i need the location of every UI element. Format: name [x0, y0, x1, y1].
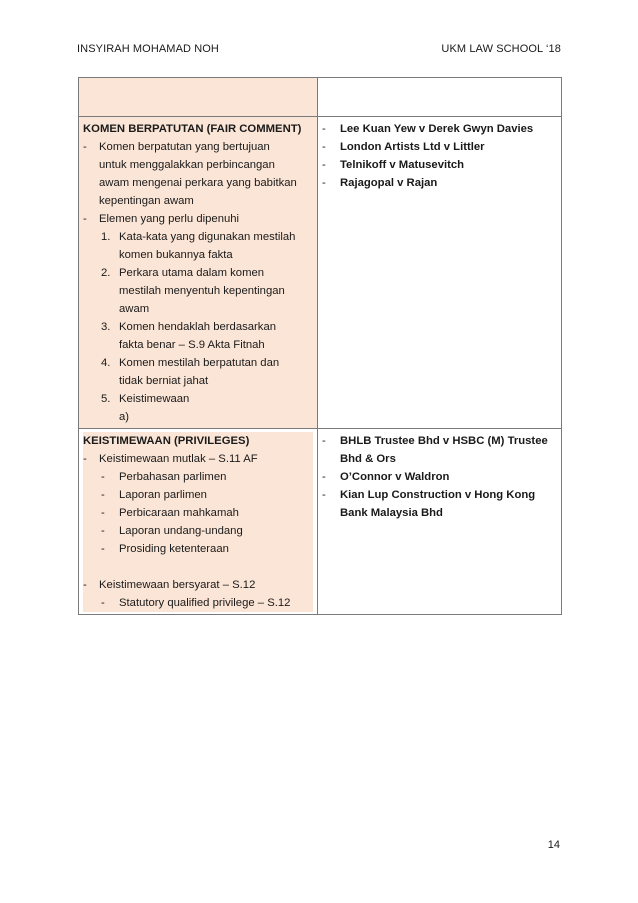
- bullet-dash: -: [322, 435, 326, 447]
- privilege-item: Perbahasan parlimen: [119, 471, 227, 483]
- case-name: Telnikoff v Matusevitch: [340, 159, 465, 171]
- privilege-item: Statutory qualified privilege – S.12: [119, 597, 291, 609]
- privilege-item: Prosiding ketenteraan: [119, 543, 229, 555]
- fair-comment-notes-cell: [79, 117, 318, 429]
- empty-cell-left: [79, 78, 318, 117]
- bullet-dash: -: [83, 141, 87, 153]
- element-number: 4.: [101, 357, 111, 369]
- case-item: [322, 468, 557, 486]
- case-name: BHLB Trustee Bhd v HSBC (M) Trustee: [340, 435, 548, 447]
- list-item: [83, 468, 313, 486]
- qualified-privilege-label: Keistimewaan bersyarat – S.12: [99, 579, 256, 591]
- case-item: [322, 156, 557, 174]
- case-item: [322, 138, 557, 156]
- case-name: Lee Kuan Yew v Derek Gwyn Davies: [340, 123, 534, 135]
- bullet-dash: -: [322, 159, 326, 171]
- element-line: Komen mestilah berpatutan dan: [119, 357, 280, 369]
- bullet-dash: -: [101, 597, 105, 609]
- privilege-item: Laporan parlimen: [119, 489, 207, 501]
- notes-table: [78, 77, 562, 615]
- header-school: UKM LAW SCHOOL ‘18: [441, 43, 561, 55]
- case-item: [322, 432, 557, 468]
- case-name: O’Connor v Waldron: [340, 471, 450, 483]
- bullet-dash: -: [322, 471, 326, 483]
- definition-line: Komen berpatutan yang bertujuan: [99, 141, 270, 153]
- definition-line: untuk menggalakkan perbincangan: [99, 159, 275, 171]
- element-number: 5.: [101, 393, 111, 405]
- case-name: London Artists Ltd v Littler: [340, 141, 485, 153]
- privileges-notes-cell: [79, 429, 318, 615]
- privileges-heading: KEISTIMEWAAN (PRIVILEGES): [83, 432, 313, 450]
- element-number: 2.: [101, 267, 111, 279]
- fair-comment-heading: KOMEN BERPATUTAN (FAIR COMMENT): [83, 123, 302, 135]
- privileges-cases-cell: [318, 429, 562, 615]
- bullet-dash: -: [322, 141, 326, 153]
- definition-line: awam mengenai perkara yang babitkan: [99, 177, 297, 189]
- list-item: [83, 450, 313, 468]
- element-item-2: [83, 264, 313, 318]
- element-item-5: [83, 390, 313, 426]
- bullet-dash: -: [83, 579, 87, 591]
- bullet-dash: -: [101, 543, 105, 555]
- element-line: Kata-kata yang digunakan mestilah: [119, 231, 296, 243]
- case-name: Bank Malaysia Bhd: [340, 507, 443, 519]
- case-name: Rajagopal v Rajan: [340, 177, 438, 189]
- page-number: 14: [547, 839, 560, 851]
- list-item: [83, 138, 313, 210]
- bullet-dash: -: [83, 213, 87, 225]
- case-item: [322, 486, 557, 522]
- element-number: 3.: [101, 321, 111, 333]
- absolute-privilege-label: Keistimewaan mutlak – S.11 AF: [99, 453, 258, 465]
- list-item: [83, 522, 313, 540]
- element-line: tidak berniat jahat: [119, 375, 209, 387]
- case-item: [322, 174, 557, 192]
- bullet-dash: -: [83, 453, 87, 465]
- bullet-dash: -: [101, 525, 105, 537]
- table-row-empty: [79, 78, 562, 117]
- blank-line: [83, 558, 313, 576]
- table-row-fair-comment: [79, 117, 562, 429]
- bullet-dash: -: [322, 177, 326, 189]
- definition-line: kepentingan awam: [99, 195, 194, 207]
- table-row-privileges: [79, 429, 562, 615]
- element-number: 1.: [101, 231, 111, 243]
- list-item: [83, 594, 313, 612]
- element-line: Perkara utama dalam komen: [119, 267, 265, 279]
- element-line: Keistimewaan: [119, 393, 190, 405]
- list-item: [83, 504, 313, 522]
- element-item-3: [83, 318, 313, 354]
- fair-comment-cases-cell: [318, 117, 562, 429]
- element-line: Komen hendaklah berdasarkan: [119, 321, 277, 333]
- element-line: mestilah menyentuh kepentingan: [119, 285, 285, 297]
- privilege-item: Laporan undang-undang: [119, 525, 243, 537]
- case-name: Kian Lup Construction v Hong Kong: [340, 489, 536, 501]
- element-item-4: [83, 354, 313, 390]
- element-item-1: [83, 228, 313, 264]
- list-item: [83, 486, 313, 504]
- empty-cell-right: [318, 78, 562, 117]
- element-line: awam: [119, 303, 150, 315]
- bullet-dash: -: [101, 489, 105, 501]
- element-line: komen bukannya fakta: [119, 249, 233, 261]
- list-item: [83, 210, 313, 228]
- case-item: [322, 120, 557, 138]
- element-line: fakta benar – S.9 Akta Fitnah: [119, 339, 265, 351]
- privilege-item: Perbicaraan mahkamah: [119, 507, 239, 519]
- bullet-dash: -: [322, 123, 326, 135]
- elements-intro: Elemen yang perlu dipenuhi: [99, 213, 240, 225]
- bullet-dash: -: [322, 489, 326, 501]
- list-item: [83, 540, 313, 558]
- list-item: [83, 576, 313, 594]
- element-line: a): [119, 411, 130, 423]
- case-name: Bhd & Ors: [340, 453, 396, 465]
- bullet-dash: -: [101, 471, 105, 483]
- bullet-dash: -: [101, 507, 105, 519]
- header-author: INSYIRAH MOHAMAD NOH: [77, 43, 219, 55]
